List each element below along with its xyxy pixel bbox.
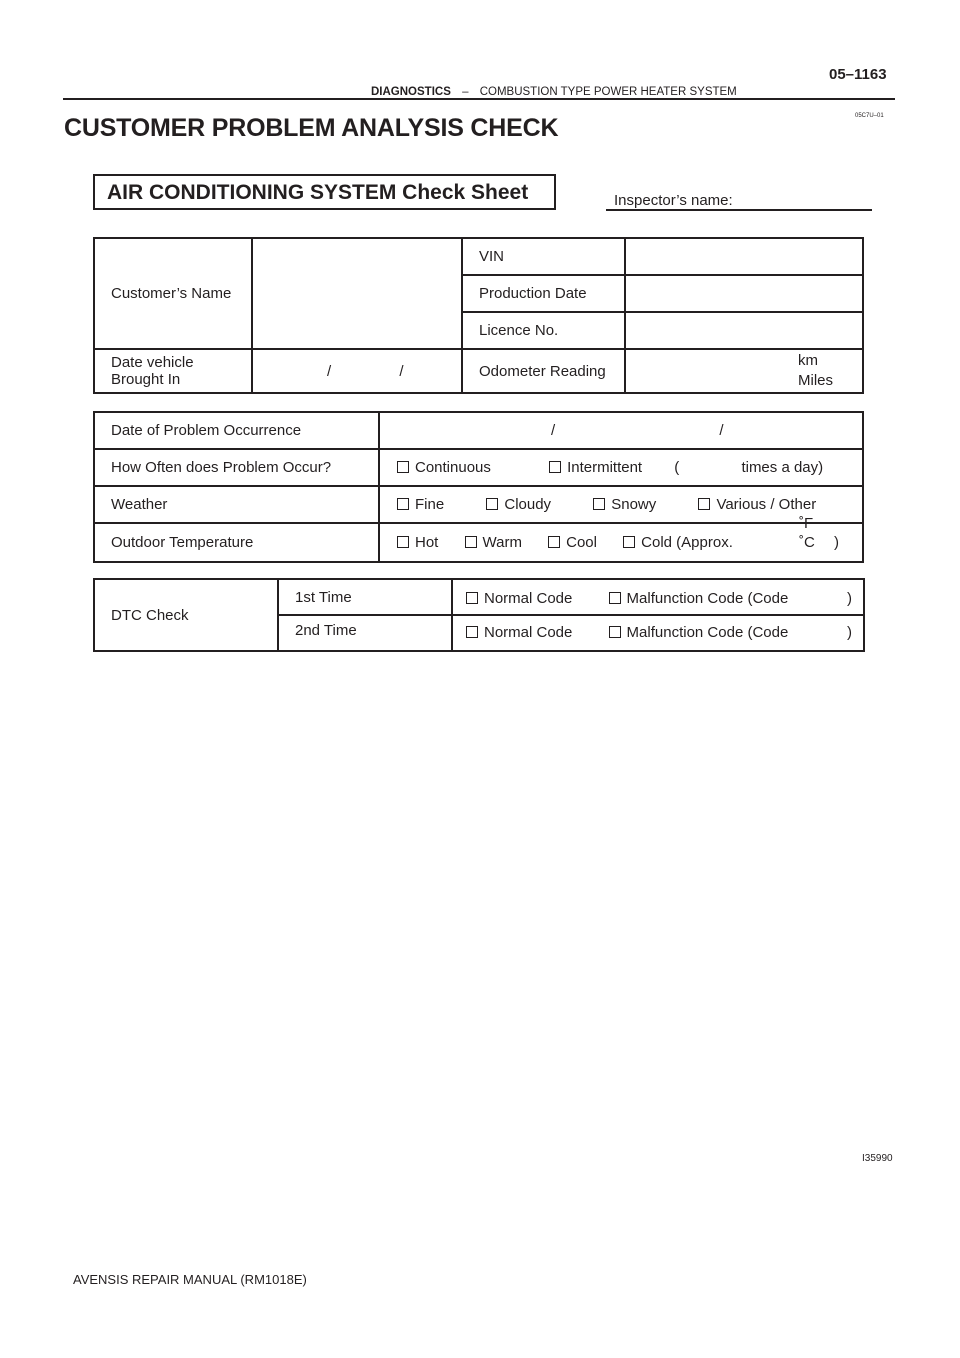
checkbox-icon (465, 536, 477, 548)
vin-value[interactable] (625, 238, 863, 275)
checkbox-icon (593, 498, 605, 510)
date-brought-in-value[interactable] (252, 349, 462, 393)
dtc-label-cell (94, 579, 278, 651)
header-rule (63, 98, 895, 100)
dtc-first-time-options (452, 579, 864, 615)
page-title: CUSTOMER PROBLEM ANALYSIS CHECK (64, 114, 559, 142)
footer: AVENSIS REPAIR MANUAL (RM1018E) (73, 1272, 307, 1287)
production-date-label: Production Date (479, 285, 587, 302)
date-slash: / (327, 362, 332, 380)
checkbox-cloudy[interactable] (486, 496, 551, 513)
checkbox-icon (609, 592, 621, 604)
frequency-options (379, 449, 863, 486)
licence-label-cell (462, 312, 625, 349)
checkbox-icon (623, 536, 635, 548)
vehicle-info-table (93, 237, 864, 394)
option-label: Malfunction Code (Code (626, 590, 789, 607)
checkbox-snowy[interactable] (593, 496, 656, 513)
date-slash: / (399, 362, 404, 380)
checkbox-icon (698, 498, 710, 510)
customer-name-label-cell (94, 238, 252, 349)
frequency-paren-open: ( (674, 459, 680, 476)
checkbox-icon (548, 536, 560, 548)
date-brought-in-label-cell (94, 349, 252, 393)
customer-name-label: Customer’s Name (111, 285, 232, 302)
production-date-value[interactable] (625, 275, 863, 312)
weather-label-cell (94, 486, 379, 523)
checkbox-hot[interactable] (397, 534, 438, 551)
checkbox-icon (397, 498, 409, 510)
sheet-title: AIR CONDITIONING SYSTEM Check Sheet (93, 174, 556, 210)
dtc-second-time-label-cell (278, 615, 452, 651)
unit-km: km (798, 352, 818, 369)
checkbox-malfunction-code-1st[interactable] (609, 590, 789, 607)
production-date-label-cell (462, 275, 625, 312)
checkbox-intermittent[interactable] (549, 459, 642, 476)
checkbox-icon (486, 498, 498, 510)
checkbox-normal-code-2nd[interactable] (466, 624, 572, 641)
odometer-value[interactable] (625, 349, 863, 393)
odometer-label: Odometer Reading (479, 362, 606, 380)
checkbox-icon (397, 536, 409, 548)
option-label: Normal Code (484, 590, 573, 607)
dtc-paren-close: ) (847, 590, 852, 607)
dtc-second-time-label: 2nd Time (295, 622, 357, 639)
option-label: Warm (482, 534, 522, 551)
temperature-paren-close: ) (834, 534, 839, 551)
checkbox-fine[interactable] (397, 496, 444, 513)
dtc-label: DTC Check (111, 606, 189, 624)
date-brought-in-label-line-2: Brought In (111, 371, 181, 388)
checkbox-cold[interactable] (623, 534, 733, 551)
checkbox-icon (466, 626, 478, 638)
checkbox-various-other[interactable] (698, 496, 816, 513)
frequency-suffix: times a day) (741, 459, 824, 476)
image-id: I35990 (862, 1153, 893, 1164)
problem-info-table (93, 411, 864, 563)
checkbox-malfunction-code-2nd[interactable] (609, 624, 789, 641)
checkbox-continuous[interactable] (397, 459, 491, 476)
option-label: Fine (415, 496, 445, 513)
option-label: Malfunction Code (Code (626, 624, 789, 641)
occurrence-label-cell (94, 412, 379, 449)
unit-celsius: ˚C (799, 534, 815, 551)
subsection-name: COMBUSTION TYPE POWER HEATER SYSTEM (479, 86, 737, 98)
option-label: Cool (566, 534, 597, 551)
date-slash: / (719, 422, 724, 439)
inspector-label: Inspector’s name: (614, 192, 733, 209)
vin-label-cell (462, 238, 625, 275)
section-name: DIAGNOSTICS (371, 86, 451, 98)
dtc-paren-close: ) (847, 624, 852, 641)
section-separator: – (462, 86, 469, 98)
customer-name-value[interactable] (252, 238, 462, 349)
checkbox-warm[interactable] (465, 534, 522, 551)
dtc-check-table (93, 578, 865, 652)
page-number: 05–1163 (829, 66, 887, 83)
inspector-name-field[interactable] (606, 194, 872, 211)
frequency-label-cell (94, 449, 379, 486)
occurrence-label: Date of Problem Occurrence (111, 422, 302, 439)
option-label: Normal Code (484, 624, 573, 641)
unit-fahrenheit: ˚F (799, 515, 814, 532)
checkbox-normal-code-1st[interactable] (466, 590, 572, 607)
checkbox-icon (609, 626, 621, 638)
option-label: Snowy (611, 496, 657, 513)
licence-value[interactable] (625, 312, 863, 349)
doc-code: 05C7U–01 (855, 113, 884, 119)
checkbox-icon (549, 461, 561, 473)
frequency-label: How Often does Problem Occur? (111, 459, 332, 476)
dtc-second-time-options (452, 615, 864, 651)
checkbox-icon (397, 461, 409, 473)
temperature-options (379, 515, 863, 562)
temperature-label-cell (94, 523, 379, 562)
header-section (371, 86, 737, 98)
checkbox-cool[interactable] (548, 534, 597, 551)
date-slash: / (551, 422, 556, 439)
date-brought-in-label-line-1: Date vehicle (111, 354, 194, 371)
option-label: Intermittent (567, 459, 643, 476)
option-label: Various / Other (716, 496, 817, 513)
option-label: Cold (Approx. (641, 534, 733, 551)
option-label: Hot (415, 534, 439, 551)
weather-label: Weather (111, 496, 168, 513)
licence-label: Licence No. (479, 322, 559, 339)
dtc-first-time-label: 1st Time (295, 589, 352, 606)
option-label: Cloudy (504, 496, 552, 513)
vin-label: VIN (479, 248, 505, 265)
temperature-label: Outdoor Temperature (111, 534, 254, 551)
weather-options (379, 486, 863, 523)
unit-miles: Miles (798, 372, 834, 389)
odometer-label-cell (462, 349, 625, 393)
occurrence-value[interactable] (379, 412, 863, 449)
dtc-first-time-label-cell (278, 579, 452, 615)
option-label: Continuous (415, 459, 491, 476)
checkbox-icon (466, 592, 478, 604)
